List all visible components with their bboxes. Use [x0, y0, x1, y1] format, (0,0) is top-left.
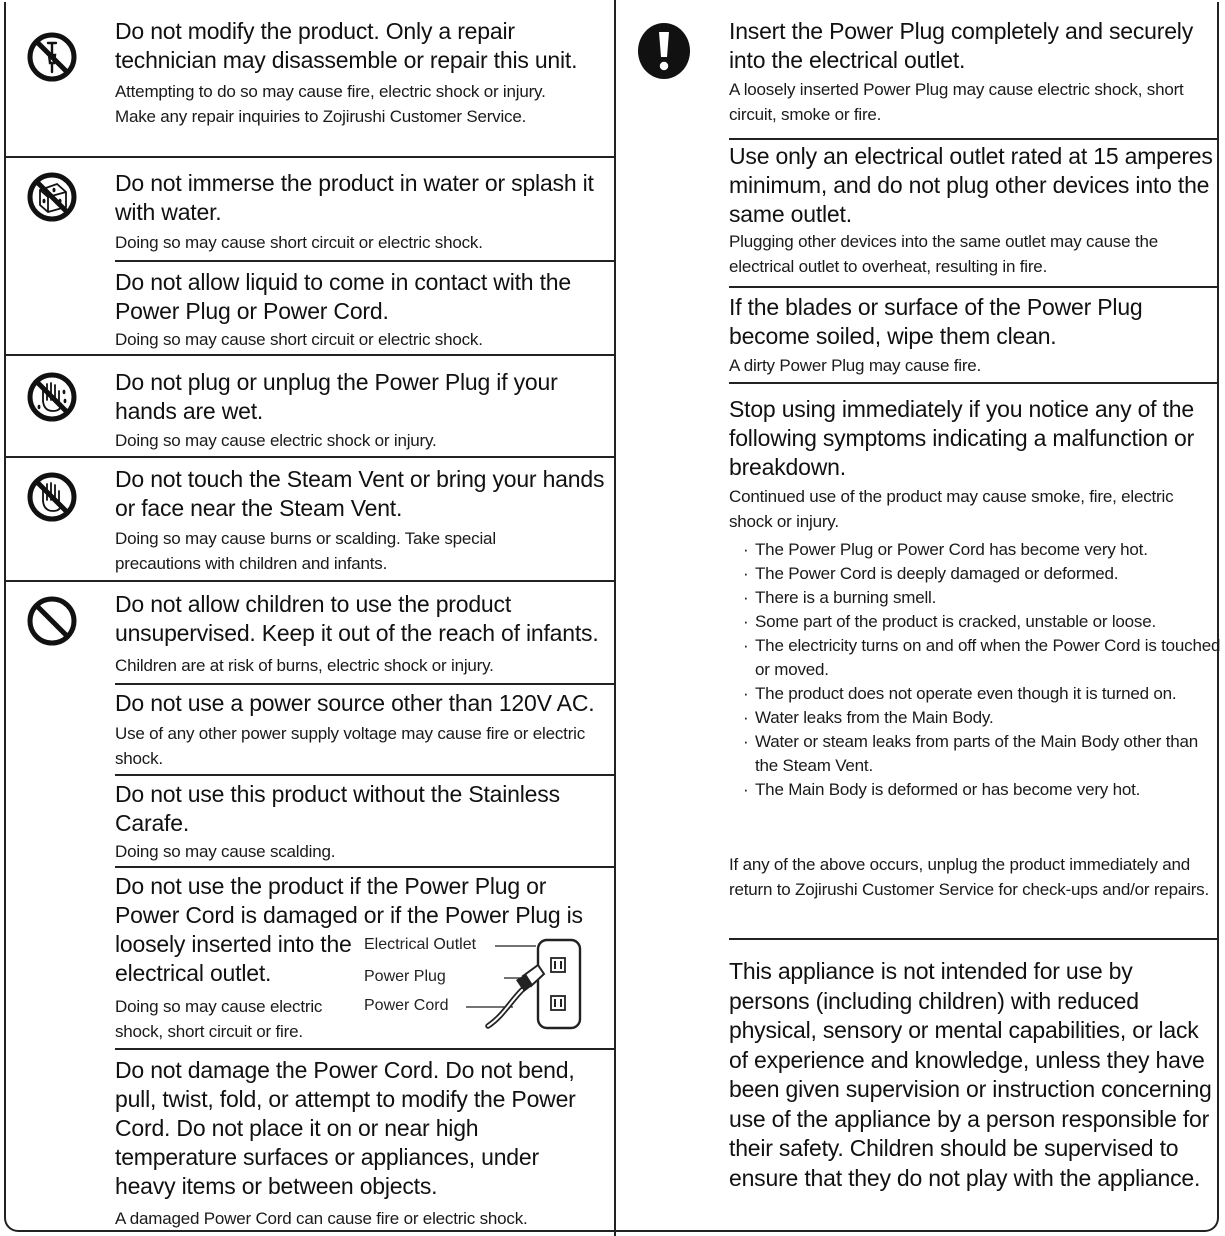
no-disassembly-icon [26, 30, 78, 84]
power-plug-label: Power Plug [364, 968, 446, 985]
no-touch-icon [26, 470, 78, 524]
caution-body: Continued use of the product may cause smoke, fire, electric shock or injury. [729, 487, 1174, 531]
list-item: · The Power Plug or Power Cord has become very hot. [729, 538, 1221, 562]
separator [6, 354, 614, 356]
appliance-notice: This appliance is not intended for use by persons (including children) with reduced physical, sensory or mental capabilities, or lack of experience and knowledge, unless they have been given supervision or instruction concerning use of the appliance by a person responsible for their safety. Children should be supervised to ensure that they do not play with the appliance. [729, 958, 1212, 1191]
warning-heading: Do not allow children to use the product unsupervised. Keep it out of the reach of infants. [115, 591, 599, 646]
warning-body: Doing so may cause electric shock or injury. [115, 431, 437, 450]
separator [729, 938, 1219, 940]
list-item: · The product does not operate even though it is turned on. [729, 682, 1221, 706]
caution-heading: If the blades or surface of the Power Plug become soiled, wipe them clean. [729, 294, 1143, 349]
prohibition-icon [26, 594, 78, 648]
caution-after: If any of the above occurs, unplug the product immediately and return to Zojirushi Customer Service for check-ups and/or repairs. [729, 855, 1209, 899]
caution-heading: Use only an electrical outlet rated at 15 amperes minimum, and do not plug other devices into the same outlet. [729, 143, 1213, 227]
separator [6, 156, 614, 158]
list-item: · The Main Body is deformed or has become very hot. [729, 778, 1221, 802]
separator [115, 1048, 614, 1050]
warning-body: Doing so may cause short circuit or electric shock. [115, 330, 483, 349]
power-cord-label: Power Cord [364, 997, 449, 1014]
caution-heading: Insert the Power Plug completely and securely into the electrical outlet. [729, 18, 1194, 73]
caution-body: Plugging other devices into the same outlet may cause the electrical outlet to overheat, resulting in fire. [729, 232, 1158, 276]
warning-heading: Do not use this product without the Stainless Carafe. [115, 781, 560, 836]
warning-heading: Do not plug or unplug the Power Plug if your hands are wet. [115, 369, 558, 424]
warning-heading: Do not allow liquid to come in contact with the Power Plug or Power Cord. [115, 269, 571, 324]
warning-heading: Do not use a power source other than 120V AC. [115, 690, 595, 716]
separator [729, 286, 1219, 288]
warning-body: Attempting to do so may cause fire, electric shock or injury. Make any repair inquiries to Zojirushi Customer Service. [115, 82, 546, 126]
outlet-diagram [458, 930, 588, 1040]
list-item: · The Power Cord is deeply damaged or deformed. [729, 562, 1221, 586]
exclamation-icon [637, 22, 691, 80]
electrical-outlet-label: Electrical Outlet [364, 936, 477, 953]
warning-body: A damaged Power Cord can cause fire or electric shock. [115, 1209, 528, 1228]
no-water-icon [26, 170, 78, 224]
list-item: · Some part of the product is cracked, unstable or loose. [729, 610, 1221, 634]
caution-heading: Stop using immediately if you notice any of the following symptoms indicating a malfunction or breakdown. [729, 396, 1195, 480]
column-divider [614, 0, 616, 1236]
warning-heading: Do not modify the product. Only a repair technician may disassemble or repair this unit. [115, 18, 578, 73]
list-item: · There is a burning smell. [729, 586, 1221, 610]
warning-body: Children are at risk of burns, electric shock or injury. [115, 656, 494, 675]
no-wet-hands-icon [26, 370, 78, 424]
warning-heading: Do not touch the Steam Vent or bring your hands or face near the Steam Vent. [115, 466, 605, 521]
warning-body: Use of any other power supply voltage may cause fire or electric shock. [115, 724, 586, 768]
warning-body: Doing so may cause electric shock, short circuit or fire. [115, 997, 323, 1041]
list-item: · Water leaks from the Main Body. [729, 706, 1221, 730]
separator [115, 683, 614, 685]
caution-body: A loosely inserted Power Plug may cause electric shock, short circuit, smoke or fire. [729, 80, 1184, 124]
warning-body: Doing so may cause short circuit or electric shock. [115, 233, 483, 252]
warning-heading: Do not damage the Power Cord. Do not bend, pull, twist, fold, or attempt to modify the Power Cord. Do not place it on or near high temperature surfaces or appliances, under heavy items or between objects. [115, 1057, 576, 1199]
caution-body: A dirty Power Plug may cause fire. [729, 356, 982, 375]
warning-body: Doing so may cause scalding. [115, 842, 336, 861]
separator [115, 774, 614, 776]
list-item: · The electricity turns on and off when the Power Cord is touched or moved. [729, 634, 1221, 682]
symptom-list [729, 538, 1221, 802]
warning-heading: Do not immerse the product in water or splash it with water. [115, 170, 594, 225]
warning-heading-cont: loosely inserted into the electrical outlet. [115, 931, 352, 986]
separator [115, 260, 614, 262]
warning-body: Doing so may cause burns or scalding. Take special precautions with children and infants. [115, 529, 496, 573]
separator [115, 866, 614, 868]
separator [729, 138, 1219, 140]
warning-heading: Do not use the product if the Power Plug or Power Cord is damaged or if the Power Plug is [115, 873, 583, 928]
separator [729, 382, 1219, 384]
separator [6, 456, 614, 458]
list-item: · Water or steam leaks from parts of the Main Body other than the Steam Vent. [729, 730, 1221, 778]
separator [6, 580, 614, 582]
